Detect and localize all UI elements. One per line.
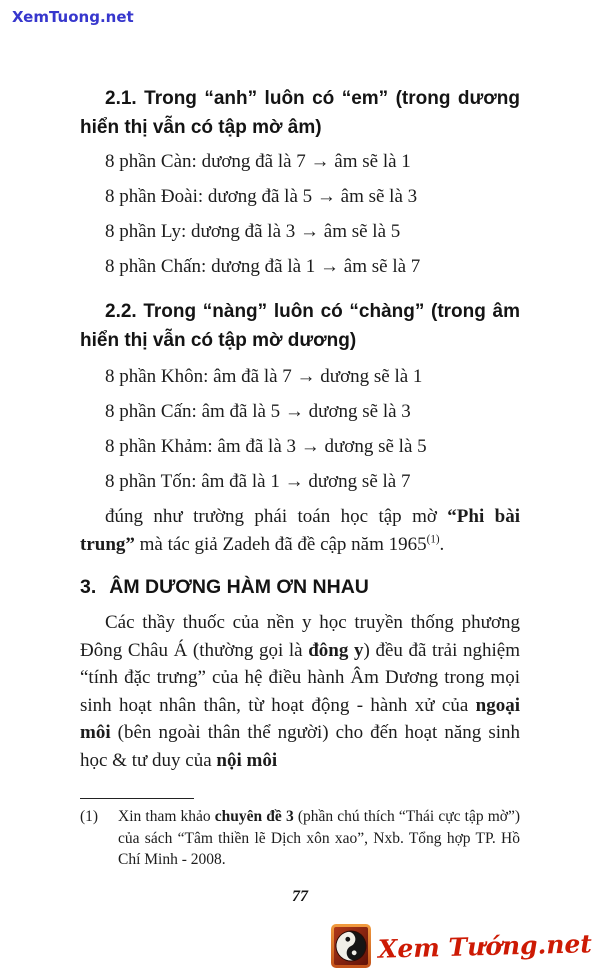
list-item: 8 phần Càn: dương đã là 7 → âm sẽ là 1 xyxy=(105,151,411,172)
footnote-divider xyxy=(80,798,194,799)
list-item: 8 phần Khôn: âm đã là 7 → dương sẽ là 1 xyxy=(105,366,423,387)
section-2-1-list xyxy=(80,148,520,281)
page-number: 77 xyxy=(292,887,308,905)
section-3-title: ÂM DƯƠNG HÀM ƠN NHAU xyxy=(109,576,369,598)
site-logo-text: Xem Tướng.net xyxy=(377,928,593,964)
section-2-2-list xyxy=(80,363,520,496)
list-item: 8 phần Cấn: âm đã là 5 → dương sẽ là 3 xyxy=(105,401,411,422)
footnote-text: Xin tham khảo chuyên đề 3 (phần chú thích “Thái cực tập mờ”) của sách “Tâm thiền lẽ Dịch xôn xao”, Nxb. Tổng hợp TP. Hồ Chí Minh - 2008. xyxy=(118,808,521,868)
watermark-link[interactable]: XemTuong.net xyxy=(12,8,134,26)
section-3-paragraph: Các thầy thuốc của nền y học truyền thống phương Đông Châu Á (thường gọi là đông y) đều đã trải nghiệm “tính đặc trưng” của hệ điều hành Âm Dương trong mọi sinh hoạt nhân thân, từ hoạt động - hành xử của ngoại môi (bên ngoài thân thể người) cho đến hoạt năng sinh học & tư duy của nội môi xyxy=(80,612,520,771)
yin-yang-icon xyxy=(331,924,371,968)
footnote-marker: (1) xyxy=(80,808,99,825)
section-2-2-heading: 2.2. Trong “nàng” luôn có “chàng” (trong âm hiển thị vẫn có tập mờ dương) xyxy=(80,301,520,351)
footnote xyxy=(80,798,520,871)
section-3-number: 3. xyxy=(80,576,97,598)
list-item: 8 phần Chấn: dương đã là 1 → âm sẽ là 7 xyxy=(105,256,421,277)
list-item: 8 phần Ly: dương đã là 3 → âm sẽ là 5 xyxy=(105,221,401,242)
list-item: 8 phần Khảm: âm đã là 3 → dương sẽ là 5 xyxy=(105,436,427,457)
section-2-2-closing-paragraph: đúng như trường phái toán học tập mờ “Phi bài trung” mà tác giả Zadeh đã đề cập năm 1965$^{(1)}$. xyxy=(80,506,520,555)
list-item: 8 phần Đoài: dương đã là 5 → âm sẽ là 3 xyxy=(105,186,418,207)
site-logo[interactable] xyxy=(331,924,592,968)
list-item: 8 phần Tốn: âm đã là 1 → dương sẽ là 7 xyxy=(105,471,411,492)
section-3-heading xyxy=(80,574,520,600)
page-content xyxy=(80,84,520,906)
section-2-1-heading: 2.1. Trong “anh” luôn có “em” (trong dương hiển thị vẫn có tập mờ âm) xyxy=(80,88,520,138)
